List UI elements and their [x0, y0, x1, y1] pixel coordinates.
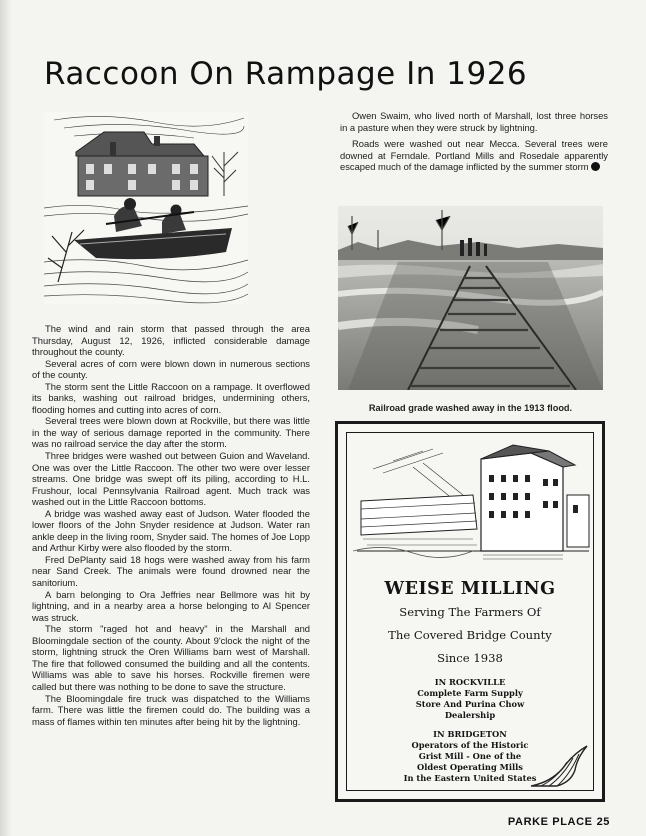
page-footer [508, 816, 610, 828]
ad-location-line: Dealership [444, 710, 496, 720]
paragraph: Fred DePlanty said 18 hogs were washed away from his farm near Sand Creek. The animals were found drowned near the sanitorium. [32, 553, 310, 589]
paragraph: Owen Swaim, who lived north of Marshall, lost three horses in a pasture when they were struck by lightning. [340, 110, 608, 133]
article-body-left [32, 323, 310, 727]
ad-since: Since 1938 [437, 651, 503, 665]
ad-location-line: Grist Mill - One of the [418, 751, 522, 761]
paragraph: The wind and rain storm that passed through the area Thursday, August 12, 1926, inflicted considerable damage throughout the county. [32, 323, 310, 358]
mill-illustration [353, 439, 593, 571]
ad-inner-border [346, 432, 594, 791]
ad-location-line: In the Eastern United States [403, 773, 537, 783]
paragraph: The Bloomingdale fire truck was dispatched to the Williams farm. There was little the firemen could do. The building was a mass of flames within ten minutes after being hit by the lightning. [32, 692, 310, 727]
railroad-flood-photo [338, 206, 603, 390]
weise-milling-advertisement [335, 421, 605, 802]
bullet-dot-icon [591, 162, 600, 171]
paragraph: Three bridges were washed out between Guion and Waveland. One was over the Little Raccoon. The other two were over lesser streams. One bridge was swept off its piling, according to H.L. Frushour, local Pennsylvania Railroad agent. Much track was washed out in the Little Raccoon bottoms. [32, 450, 310, 508]
paragraph: Several trees were blown down at Rockville, but there was little in the way of serious damage reported in the community. There was no railroad service the day after the storm. [32, 415, 310, 450]
ad-location-heading: IN ROCKVILLE [434, 677, 506, 687]
paragraph: A bridge was washed away east of Judson. Water flooded the lower floors of the John Snyder residence at Judson. Water ran ankle deep in the living room, Snyder said. The homes of Joe Lopp and Arthur Kirby were also flooded by the storm. [32, 507, 310, 554]
paragraph-text: Roads were washed out near Mecca. Several trees were downed at Ferndale. Portland Mills and Rosedale apparently escaped much of the damage inflicted by the summer storm [340, 138, 608, 173]
paragraph [340, 138, 608, 173]
publication-name: PARKE PLACE [507, 816, 593, 828]
paragraph: Several acres of corn were blown down in numerous sections of the county. [32, 357, 310, 381]
paragraph: The storm sent the Little Raccoon on a rampage. It overflowed its banks, washing out railroad bridges, undermining others, flooding homes and cutting into acres of corn. [32, 380, 310, 415]
paragraph: The storm "raged hot and heavy" in the Marshall and Bloomingdale section of the county. About 9'clock the night of the storm, lightning struck the Oren Williams barn west of Marshall. The fire that followed consumed the building and all the contents. Williams was able to save his horses. Rockville firemen were called but there was nothing to be done to save the structure. [32, 623, 310, 692]
headline: Raccoon On Rampage In 1926 [44, 56, 528, 92]
article-body-right [340, 110, 608, 178]
photo-caption: Railroad grade washed away in the 1913 flood. [368, 403, 573, 413]
ad-tagline: Serving The Farmers Of [399, 605, 541, 619]
ad-location-line: Operators of the Historic [411, 740, 529, 750]
paragraph: A barn belonging to Ora Jeffries near Bellmore was hit by lightning, and in a nearby area a horse belonging to Al Spencer was struck. [32, 588, 310, 623]
ad-tagline: The Covered Bridge County [388, 628, 552, 642]
ad-location-heading: IN BRIDGETON [433, 729, 507, 739]
page-number: 25 [596, 816, 610, 828]
ad-location-line: Store And Purina Chow [415, 699, 525, 709]
page-edge-shadow [0, 0, 12, 836]
ad-location-line: Complete Farm Supply [417, 688, 523, 698]
decorative-flourish-icon [527, 742, 591, 788]
ad-company-name: WEISE MILLING [384, 579, 556, 599]
flood-rescue-illustration [44, 112, 248, 304]
ad-location-line: Oldest Operating Mills [417, 762, 523, 772]
